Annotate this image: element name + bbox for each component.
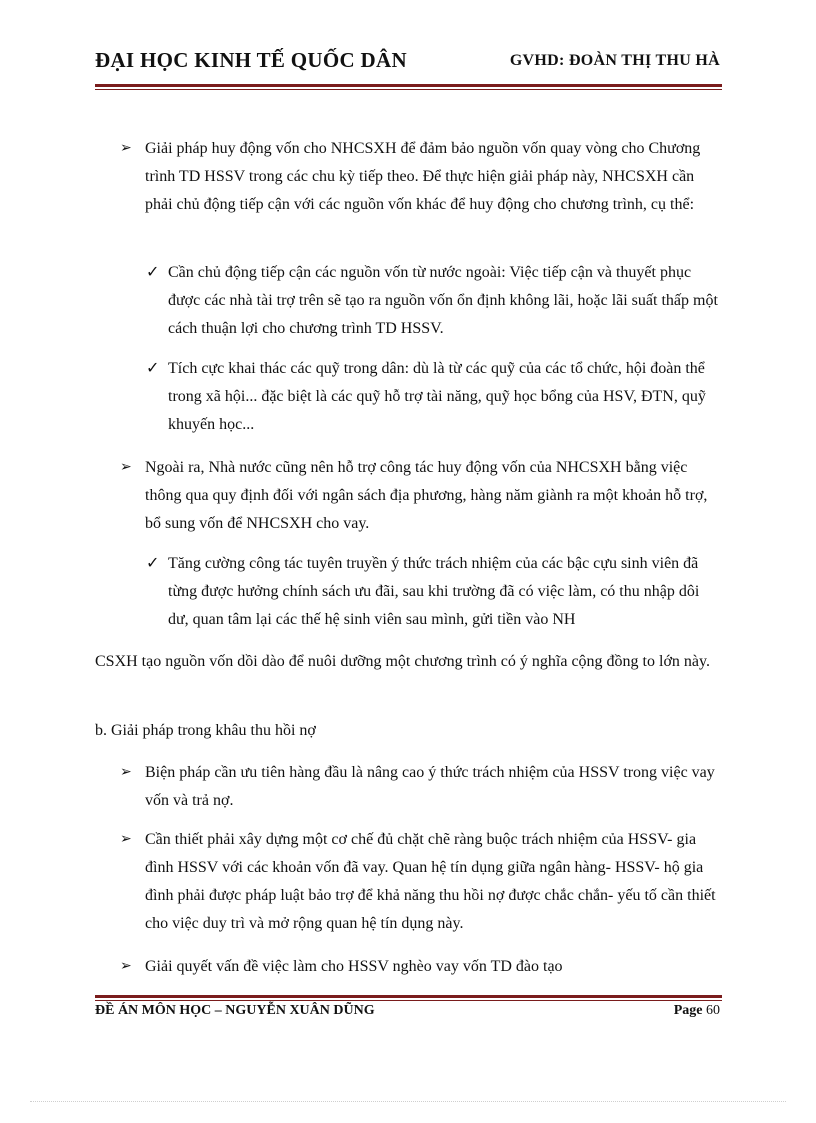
footer-title: ĐỀ ÁN MÔN HỌC – NGUYỄN XUÂN DŨNG (95, 1003, 375, 1018)
paragraph-foreign-sources: Cần chủ động tiếp cận các nguồn vốn từ nước ngoài: Việc tiếp cận và thuyết phục được các nhà tài trợ trên sẽ tạo ra nguồn vốn ổn định không lãi, hoặc lãi suất thấp một cách thuận lợi cho chương trình TD HSSV. (168, 264, 718, 337)
check-bullet-icon: ✓ (146, 264, 160, 281)
page-label: Page (673, 1003, 703, 1018)
page-number: 60 (706, 1003, 720, 1018)
paragraph-domestic-funds: Tích cực khai thác các quỹ trong dân: dù là từ các quỹ của các tổ chức, hội đoàn thể trong xã hội... đặc biệt là các quỹ hỗ trợ tài năng, quỹ học bổng của HSV, ĐTN, quỹ khuyến học... (168, 360, 706, 433)
check-bullet-icon: ✓ (146, 555, 160, 572)
arrow-bullet-icon: ➢ (120, 460, 132, 475)
arrow-bullet-icon: ➢ (120, 765, 132, 780)
check-bullet-icon: ✓ (146, 360, 160, 377)
header-advisor: GVHD: ĐOÀN THỊ THU HÀ (509, 52, 720, 69)
arrow-bullet-icon: ➢ (120, 141, 132, 156)
section-heading-b: b. Giải pháp trong khâu thu hồi nợ (95, 722, 316, 739)
footer-page (674, 1003, 720, 1019)
footer-rule (95, 995, 722, 1001)
arrow-bullet-icon: ➢ (120, 959, 132, 974)
header-university: ĐẠI HỌC KINH TẾ QUỐC DÂN (95, 48, 407, 72)
paragraph-funding: Giải pháp huy động vốn cho NHCSXH để đảm bảo nguồn vốn quay vòng cho Chương trình TD HSSV trong các chu kỳ tiếp theo. Để thực hiện giải pháp này, NHCSXH cần phải chủ động tiếp cận với các nguồn vốn khác để huy động cho chương trình, cụ thể: (145, 140, 701, 213)
page-bottom-divider (30, 1101, 786, 1102)
paragraph-alumni-campaign: Tăng cường công tác tuyên truyền ý thức trách nhiệm của các bậc cựu sinh viên đã từng được hưởng chính sách ưu đãi, sau khi trường đã có việc làm, có thu nhập dôi dư, quan tâm lại các thế hệ sinh viên sau mình, gửi tiền vào NH (168, 555, 700, 628)
paragraph-awareness: Biện pháp cần ưu tiên hàng đầu là nâng cao ý thức trách nhiệm của HSSV trong việc vay vốn và trả nợ. (145, 764, 715, 809)
paragraph-employment: Giải quyết vấn đề việc làm cho HSSV nghèo vay vốn TD đào tạo (145, 958, 563, 975)
paragraph-continuation: CSXH tạo nguồn vốn dồi dào để nuôi dưỡng một chương trình có ý nghĩa cộng đồng to lớn này. (95, 653, 710, 670)
paragraph-state-support: Ngoài ra, Nhà nước cũng nên hỗ trợ công tác huy động vốn của NHCSXH bằng việc thông qua quy định đối với ngân sách địa phương, hàng năm giành ra một khoản hỗ trợ, bổ sung vốn để NHCSXH cho vay. (145, 459, 708, 532)
paragraph-mechanism: Cần thiết phải xây dựng một cơ chế đủ chặt chẽ ràng buộc trách nhiệm của HSSV- gia đình HSSV với các khoản vốn đã vay. Quan hệ tín dụng giữa ngân hàng- HSSV- hộ gia đình phải được pháp luật bảo trợ để khả năng thu hồi nợ được chắc chắn- yếu tố cần thiết cho việc duy trì và mở rộng quan hệ tín dụng này. (145, 831, 716, 932)
arrow-bullet-icon: ➢ (120, 832, 132, 847)
